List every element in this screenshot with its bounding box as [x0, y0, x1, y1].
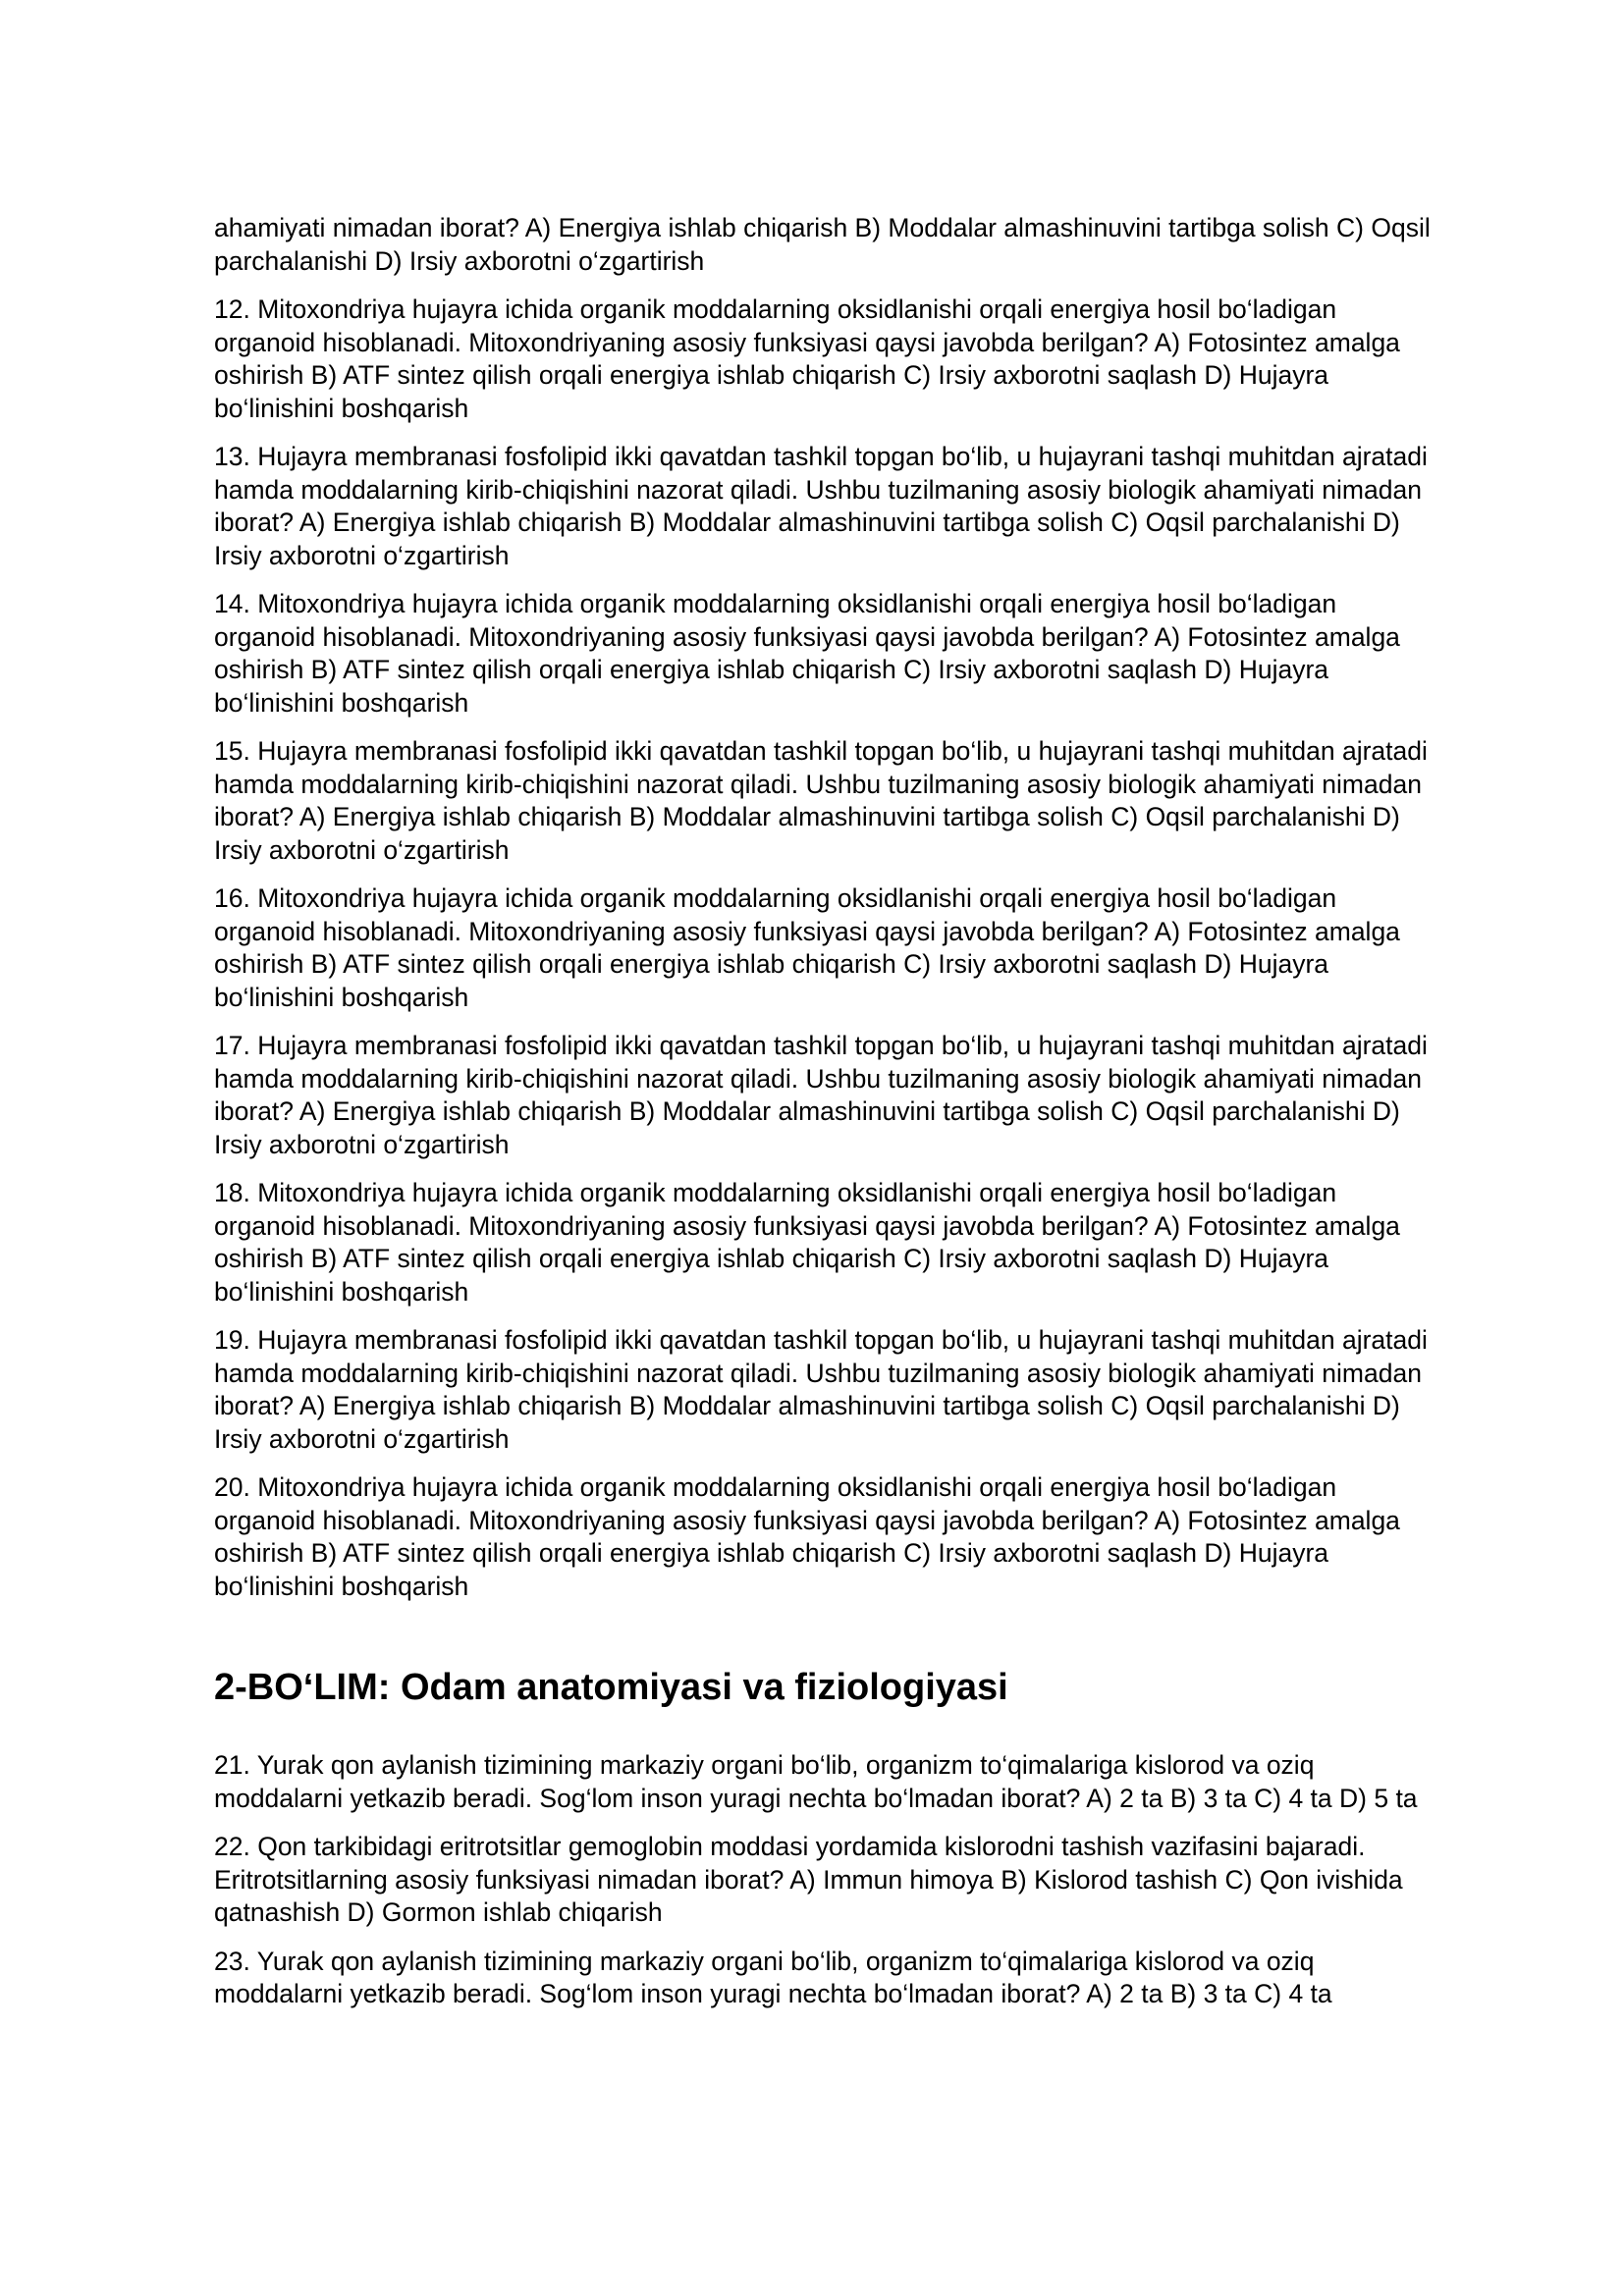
question-paragraph: 17. Hujayra membranasi fosfolipid ikki qavatdan tashkil topgan bo‘lib, u hujayrani tashqi muhitdan ajratadi hamda moddalarning kirib-chiqishini nazorat qiladi. Ushbu tuzilmaning asosiy biologik ahamiyati nimadan iborat? A) Energiya ishlab chiqarish B) Moddalar almashinuvini tartibga solish C) Oqsil parchalanishi D) Irsiy axborotni o‘zgartirish	[214, 1031, 1428, 1159]
question-paragraph: 23. Yurak qon aylanish tizimining markaziy organi bo‘lib, organizm to‘qimalariga kislorod va oziq moddalarni yetkazib beradi. Sog‘lom inson yuragi nechta bo‘lmadan iborat? A) 2 ta B) 3 ta C) 4 ta	[214, 1946, 1332, 2008]
question-paragraph: 18. Mitoxondriya hujayra ichida organik moddalarning oksidlanishi orqali energiya hosil bo‘ladigan organoid hisoblanadi. Mitoxondriyaning asosiy funksiyasi qaysi javobda berilgan? A) Fotosintez amalga oshirish B) ATF sintez qilish orqali energiya ishlab chiqarish C) Irsiy axborotni saqlash D) Hujayra bo‘linishini boshqarish	[214, 1178, 1400, 1307]
question-paragraph: 16. Mitoxondriya hujayra ichida organik moddalarning oksidlanishi orqali energiya hosil bo‘ladigan organoid hisoblanadi. Mitoxondriyaning asosiy funksiyasi qaysi javobda berilgan? A) Fotosintez amalga oshirish B) ATF sintez qilish orqali energiya ishlab chiqarish C) Irsiy axborotni saqlash D) Hujayra bo‘linishini boshqarish	[214, 883, 1400, 1012]
question-paragraph: 21. Yurak qon aylanish tizimining markaziy organi bo‘lib, organizm to‘qimalariga kislorod va oziq moddalarni yetkazib beradi. Sog‘lom inson yuragi nechta bo‘lmadan iborat? A) 2 ta B) 3 ta C) 4 ta D) 5 ta	[214, 1750, 1418, 1813]
question-paragraph: 13. Hujayra membranasi fosfolipid ikki qavatdan tashkil topgan bo‘lib, u hujayrani tashqi muhitdan ajratadi hamda moddalarning kirib-chiqishini nazorat qiladi. Ushbu tuzilmaning asosiy biologik ahamiyati nimadan iborat? A) Energiya ishlab chiqarish B) Moddalar almashinuvini tartibga solish C) Oqsil parchalanishi D) Irsiy axborotni o‘zgartirish	[214, 442, 1428, 570]
document-page	[214, 212, 1432, 2027]
question-paragraph: 20. Mitoxondriya hujayra ichida organik moddalarning oksidlanishi orqali energiya hosil bo‘ladigan organoid hisoblanadi. Mitoxondriyaning asosiy funksiyasi qaysi javobda berilgan? A) Fotosintez amalga oshirish B) ATF sintez qilish orqali energiya ishlab chiqarish C) Irsiy axborotni saqlash D) Hujayra bo‘linishini boshqarish	[214, 1472, 1400, 1601]
question-paragraph: 22. Qon tarkibidagi eritrotsitlar gemoglobin moddasi yordamida kislorodni tashish vazifasini bajaradi. Eritrotsitlarning asosiy funksiyasi nimadan iborat? A) Immun himoya B) Kislorod tashish C) Qon ivishida qatnashish D) Gormon ishlab chiqarish	[214, 1832, 1403, 1927]
question-paragraph: 12. Mitoxondriya hujayra ichida organik moddalarning oksidlanishi orqali energiya hosil bo‘ladigan organoid hisoblanadi. Mitoxondriyaning asosiy funksiyasi qaysi javobda berilgan? A) Fotosintez amalga oshirish B) ATF sintez qilish orqali energiya ishlab chiqarish C) Irsiy axborotni saqlash D) Hujayra bo‘linishini boshqarish	[214, 294, 1400, 423]
question-paragraph: 19. Hujayra membranasi fosfolipid ikki qavatdan tashkil topgan bo‘lib, u hujayrani tashqi muhitdan ajratadi hamda moddalarning kirib-chiqishini nazorat qiladi. Ushbu tuzilmaning asosiy biologik ahamiyati nimadan iborat? A) Energiya ishlab chiqarish B) Moddalar almashinuvini tartibga solish C) Oqsil parchalanishi D) Irsiy axborotni o‘zgartirish	[214, 1325, 1428, 1454]
question-paragraph: 15. Hujayra membranasi fosfolipid ikki qavatdan tashkil topgan bo‘lib, u hujayrani tashqi muhitdan ajratadi hamda moddalarning kirib-chiqishini nazorat qiladi. Ushbu tuzilmaning asosiy biologik ahamiyati nimadan iborat? A) Energiya ishlab chiqarish B) Moddalar almashinuvini tartibga solish C) Oqsil parchalanishi D) Irsiy axborotni o‘zgartirish	[214, 736, 1428, 865]
question-paragraph: 14. Mitoxondriya hujayra ichida organik moddalarning oksidlanishi orqali energiya hosil bo‘ladigan organoid hisoblanadi. Mitoxondriyaning asosiy funksiyasi qaysi javobda berilgan? A) Fotosintez amalga oshirish B) ATF sintez qilish orqali energiya ishlab chiqarish C) Irsiy axborotni saqlash D) Hujayra bo‘linishini boshqarish	[214, 589, 1400, 718]
section-heading: 2-BO‘LIM: Odam anatomiyasi va fiziologiyasi	[214, 1667, 1008, 1708]
question-paragraph: ahamiyati nimadan iborat? A) Energiya ishlab chiqarish B) Moddalar almashinuvini tartibga solish C) Oqsil parchalanishi D) Irsiy axborotni o‘zgartirish	[214, 213, 1431, 276]
